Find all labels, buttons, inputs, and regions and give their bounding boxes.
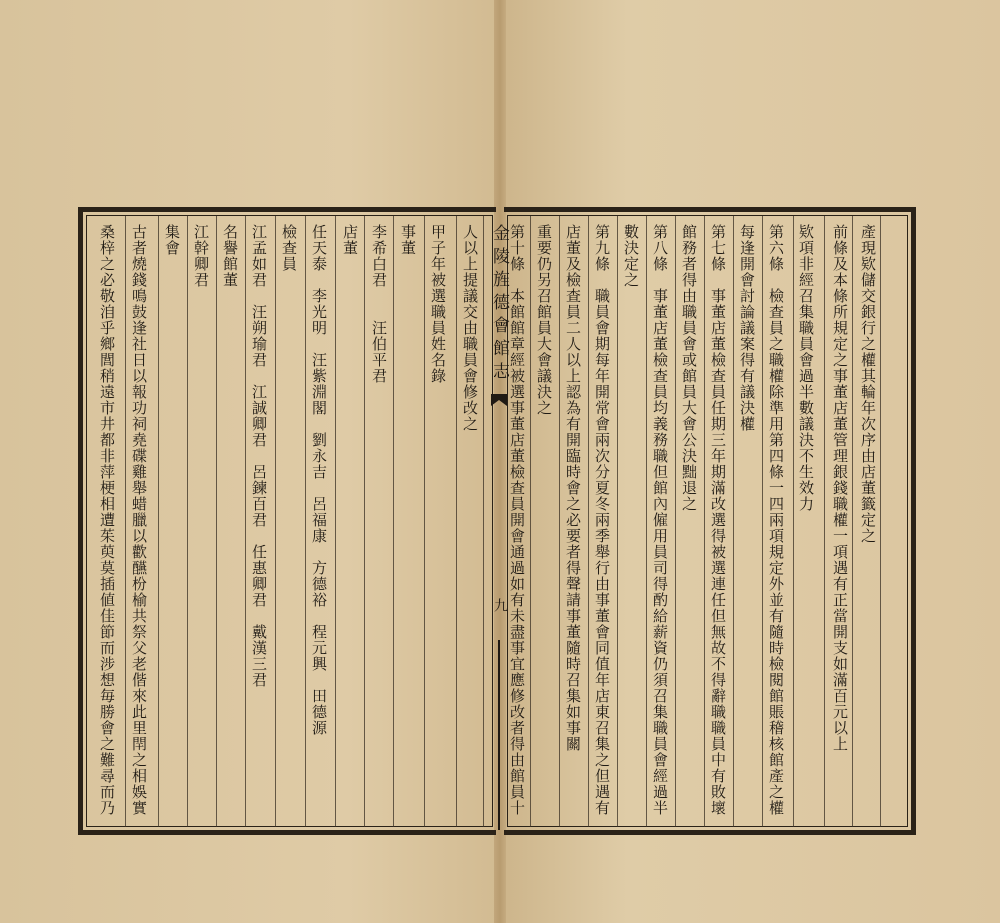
column-rule — [424, 216, 425, 827]
text-column-4: 第六條 檢查員之職權除準用第四條一四兩項規定外並有隨時檢閱館賬稽核館產之權 — [767, 224, 785, 816]
column-rule — [305, 216, 306, 827]
column-rule — [704, 216, 705, 827]
column-rule — [335, 216, 336, 827]
column-rule — [852, 216, 853, 827]
text-column-12: 重要仍另召館員大會議決之 — [535, 224, 553, 416]
column-rule — [456, 216, 457, 827]
text-column-8: 第八條 事董店董檢查員均義務職但館內僱用員司得酌給薪資仍須召集職員會經過半 — [651, 224, 669, 816]
column-rule — [617, 216, 618, 827]
text-column-16: 事董 — [399, 224, 417, 256]
text-column-2: 前條及本條所規定之事董店董管理銀錢職權一項遇有正當開支如滿百元以上 — [831, 224, 849, 752]
text-column-10: 第九條 職員會期每年開常會兩次分夏冬兩季舉行由事董會同值年店東召集之但遇有 — [593, 224, 611, 816]
column-rule — [733, 216, 734, 827]
column-rule — [793, 216, 794, 827]
column-rule — [880, 216, 881, 827]
column-rule — [245, 216, 246, 827]
text-column-18: 店董 — [341, 224, 359, 256]
text-column-20: 檢查員 — [280, 224, 298, 272]
column-rule — [588, 216, 589, 827]
text-column-19: 任天泰 李光明 汪紫淵閣 劉永吉 呂福康 方德裕 程元興 田德源 — [310, 224, 328, 736]
text-column-9: 數決定之 — [622, 224, 640, 288]
text-column-11: 店董及檢查員二人以上認為有開臨時會之必要者得聲請事董隨時召集如事關 — [564, 224, 582, 752]
text-column-17: 李希白君 汪伯平君 — [370, 224, 388, 384]
column-rule — [675, 216, 676, 827]
text-column-24: 集會 — [163, 224, 181, 256]
text-column-14: 人以上提議交由職員會修改之 — [461, 224, 479, 432]
text-column-25: 古者燒錢鳴鼓逢社日以報功祠堯碟雞舉蜡臘以歡醼枌榆共祭父老偕來此里閈之相娛實 — [130, 224, 148, 816]
text-column-5: 每逢開會討論議案得有議決權 — [738, 224, 756, 432]
page-number: 九 — [492, 598, 508, 612]
text-column-6: 第七條 事董店董檢查員任期三年期滿改選得被選連任但無故不得辭職職員中有敗壞 — [709, 224, 727, 816]
column-rule — [187, 216, 188, 827]
column-rule — [646, 216, 647, 827]
column-rule — [158, 216, 159, 827]
column-rule — [364, 216, 365, 827]
text-column-21: 江孟如君 汪朔瑜君 江誠卿君 呂鍊百君 任惠卿君 戴漢三君 — [250, 224, 268, 688]
text-column-23: 江幹卿君 — [192, 224, 210, 288]
column-rule — [275, 216, 276, 827]
column-rule — [483, 216, 484, 827]
column-rule — [393, 216, 394, 827]
column-rule — [824, 216, 825, 827]
text-column-3: 欵項非經召集職員會過半數議決不生效力 — [797, 224, 815, 512]
fold-line — [497, 640, 501, 830]
column-rule — [530, 216, 531, 827]
text-column-13: 第十條 本館館章經被選事董店董檢查員開會通過如有未盡事宜應修改者得由館員十 — [508, 224, 526, 816]
text-column-26: 桑梓之必敬洎乎鄉閭稍遠市井都非萍梗相遭茱萸莫插値佳節而涉想毎勝會之難尋而乃 — [98, 224, 116, 816]
text-column-22: 名譽館董 — [221, 224, 239, 288]
text-column-7: 館務者得由職員會或館員大會公決黜退之 — [680, 224, 698, 512]
column-rule — [125, 216, 126, 827]
text-column-15: 甲子年被選職員姓名錄 — [429, 224, 447, 384]
column-rule — [762, 216, 763, 827]
column-rule — [216, 216, 217, 827]
column-rule — [559, 216, 560, 827]
book-title: 金陵旌德會館志 — [489, 224, 509, 385]
text-column-1: 產現欵儲交銀行之權其輪年次序由店董籤定之 — [859, 224, 877, 544]
fishtail-mark — [490, 392, 508, 410]
